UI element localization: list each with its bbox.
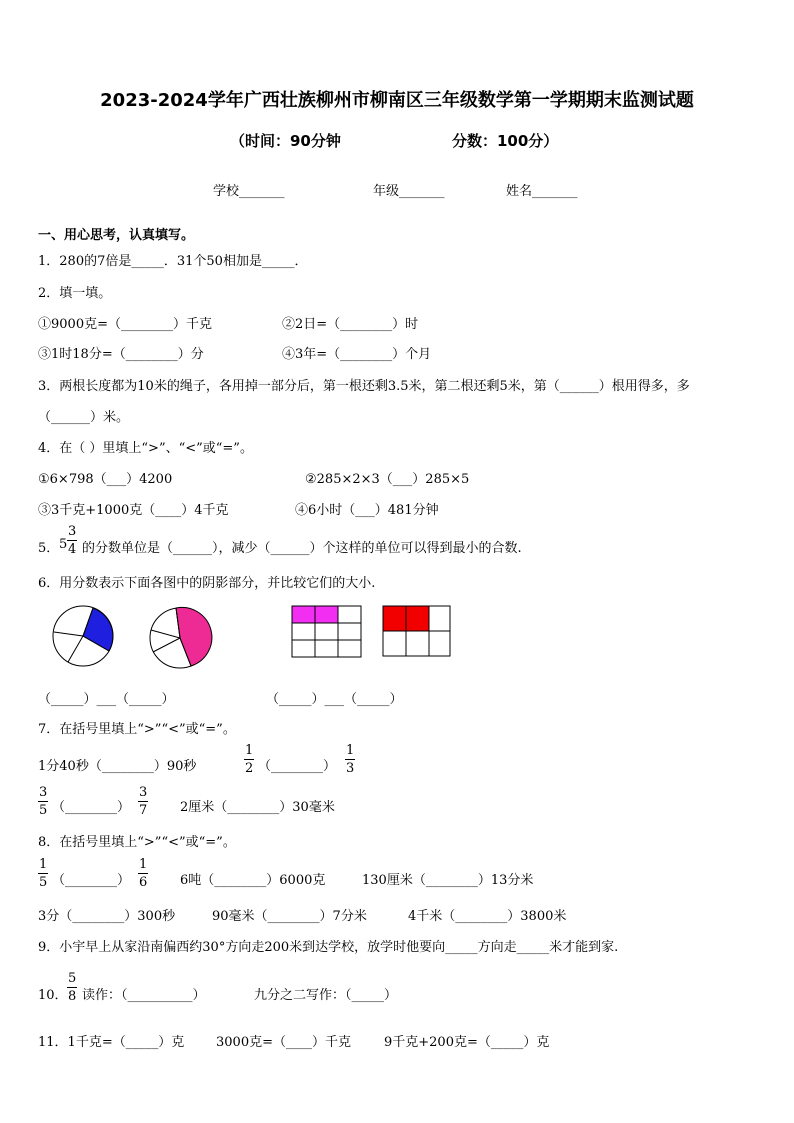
- question-8a-blank: （________）: [52, 873, 131, 888]
- fraction-denominator: 5: [39, 803, 48, 818]
- question-7d: 2厘米（________）30毫米: [180, 800, 335, 815]
- question-2a: ①9000克=（________）千克: [38, 317, 212, 332]
- fraction-bar: [345, 759, 355, 760]
- fraction-numerator: 3: [68, 524, 77, 539]
- question-2b: ②2日=（________）时: [282, 317, 419, 332]
- q10-fraction-5-8: [67, 971, 77, 1004]
- q8-fraction-1-6: [138, 857, 148, 890]
- fraction-denominator: 2: [245, 761, 254, 776]
- question-2-stem: 2．填一填。: [38, 286, 112, 301]
- question-7b-blank: （________）: [258, 759, 337, 774]
- exam-time: （时间：90分钟: [230, 132, 341, 150]
- grid-figure-2: [383, 606, 450, 656]
- mixed-number-fraction: [67, 524, 77, 557]
- question-11c: 9千克+200克=（_____）克: [384, 1035, 550, 1050]
- question-4d: ④6小时（___）481分钟: [295, 503, 439, 518]
- grade-field: 年级_______: [373, 184, 445, 199]
- circle-figure-1: [53, 606, 113, 666]
- mixed-number-whole: 5: [59, 537, 68, 552]
- question-6-answer-2: （_____）___（_____）: [266, 692, 403, 707]
- grid-figure-1: [292, 606, 361, 657]
- exam-score: 分数：100分）: [452, 132, 559, 150]
- question-1: 1．280的7倍是_____．31个50相加是_____．: [38, 254, 308, 269]
- q7-fraction-3-7: [138, 785, 148, 818]
- q7-fraction-3-5: [38, 785, 48, 818]
- circle-figure-2: [150, 607, 212, 668]
- question-5-number: 5．: [38, 541, 60, 556]
- question-10b: 九分之二写作：（_____）: [254, 988, 398, 1003]
- fraction-numerator: 1: [39, 857, 48, 872]
- question-4b: ②285×2×3（___）285×5: [305, 472, 470, 487]
- fraction-numerator: 1: [139, 857, 148, 872]
- fraction-bar: [67, 540, 77, 541]
- fraction-denominator: 6: [139, 875, 148, 890]
- page-title: 2023-2024学年广西壮族柳州市柳南区三年级数学第一学期期末监测试题: [100, 90, 694, 111]
- question-9: 9．小宇早上从家沿南偏西约30°方向走200米到达学校，放学时他要向_____方向走_____米才能到家.: [38, 940, 619, 955]
- q7-fraction-1-2: [244, 743, 254, 776]
- question-7a: 1分40秒（________）90秒: [38, 759, 197, 774]
- question-5-text: 的分数单位是（______），减少（______）个这样的单位可以得到最小的合数.: [82, 541, 522, 556]
- fraction-bar: [138, 801, 148, 802]
- question-7-stem: 7．在括号里填上“>”“<”或“=”。: [38, 722, 236, 737]
- school-field: 学校_______: [213, 184, 285, 199]
- question-10a: 读作：（__________）: [82, 988, 206, 1003]
- fraction-numerator: 5: [68, 971, 77, 986]
- question-10-number: 10．: [38, 988, 68, 1003]
- fraction-denominator: 4: [68, 542, 77, 557]
- fraction-numerator: 3: [39, 785, 48, 800]
- fraction-denominator: 5: [39, 875, 48, 890]
- question-3-line2: （______）米。: [38, 410, 130, 425]
- fraction-bar: [244, 759, 254, 760]
- question-6-stem: 6．用分数表示下面各图中的阴影部分，并比较它们的大小.: [38, 576, 376, 591]
- question-11a: 11．1千克=（_____）克: [38, 1035, 185, 1050]
- question-8c: 130厘米（________）13分米: [362, 873, 534, 888]
- section-heading: 一、用心思考，认真填写。: [38, 228, 195, 243]
- question-6-answer-1: （_____）___（_____）: [38, 692, 175, 707]
- q7-fraction-1-3: [345, 743, 355, 776]
- question-4a: ①6×798（___）4200: [38, 472, 173, 487]
- fraction-bar: [138, 873, 148, 874]
- question-8f: 4千米（________）3800米: [408, 909, 567, 924]
- fraction-figures: [40, 602, 480, 670]
- fraction-bar: [67, 987, 77, 988]
- question-4c: ③3千克+1000克（____）4千克: [38, 503, 229, 518]
- fraction-numerator: 1: [346, 743, 355, 758]
- question-2d: ④3年=（________）个月: [282, 347, 432, 362]
- fraction-denominator: 3: [346, 761, 355, 776]
- fraction-bar: [38, 801, 48, 802]
- name-field: 姓名_______: [506, 184, 578, 199]
- fraction-bar: [38, 873, 48, 874]
- fraction-denominator: 7: [139, 803, 148, 818]
- question-4-stem: 4．在（ ）里填上“>”、“<”或“=”。: [38, 441, 253, 456]
- question-2c: ③1时18分=（________）分: [38, 347, 204, 362]
- fraction-numerator: 1: [245, 743, 254, 758]
- question-11b: 3000克=（____）千克: [216, 1035, 351, 1050]
- question-8-stem: 8．在括号里填上“>”“<”或“=”。: [38, 835, 236, 850]
- fraction-numerator: 3: [139, 785, 148, 800]
- question-3-line1: 3．两根长度都为10米的绳子，各用掉一部分后，第一根还剩3.5米，第二根还剩5米，第（______）根用得多，多: [38, 379, 690, 394]
- question-8d: 3分（________）300秒: [38, 909, 176, 924]
- fraction-denominator: 8: [68, 989, 77, 1004]
- question-7c-blank: （________）: [52, 800, 131, 815]
- question-8e: 90毫米（________）7分米: [212, 909, 367, 924]
- question-8b: 6吨（________）6000克: [180, 873, 326, 888]
- q8-fraction-1-5: [38, 857, 48, 890]
